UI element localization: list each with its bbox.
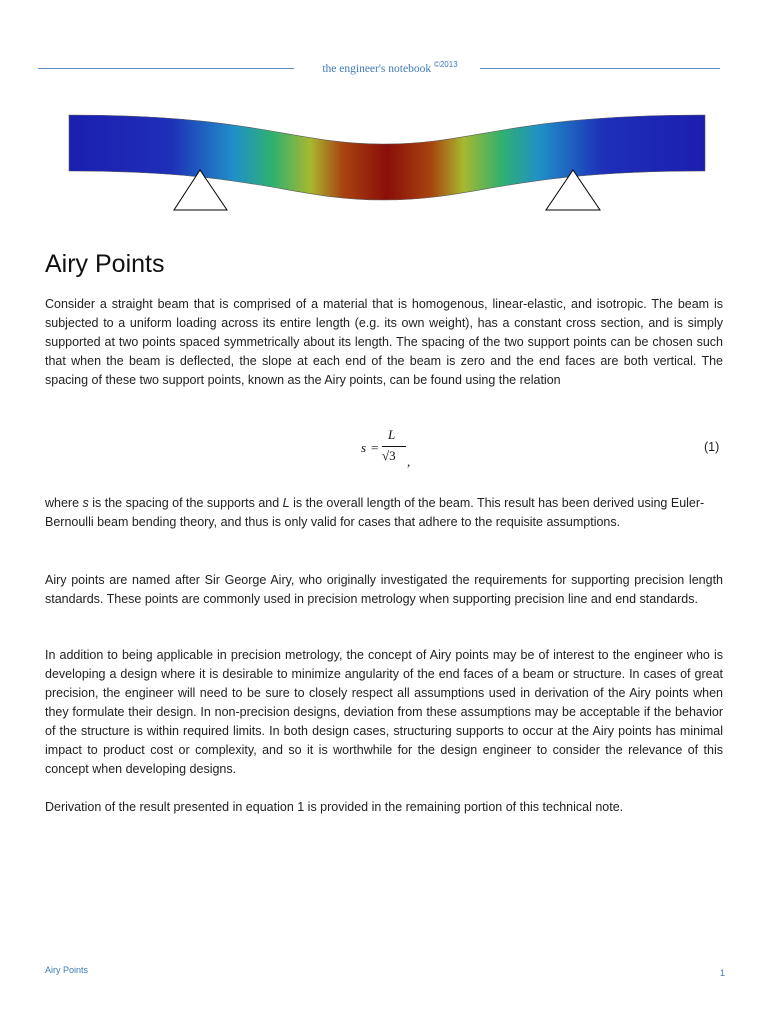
p2-var-L: L — [282, 496, 290, 510]
header-rule-left — [38, 68, 294, 69]
paragraph-1: Consider a straight beam that is comprised of a material that is homogenous, linear-elastic, and isotropic. The beam is subjected to a uniform loading across its entire length (e.g. its own weight), has a constant cross section, and is simply supported at two points spaced symmetrically about its length. The spacing of the two support points can be chosen such that when the beam is deflected, the slope at each end of the beam is zero and the end faces are both vertical. The spacing of these two support points, known as the Airy points, can be found using the relation — [45, 297, 723, 387]
header-title — [300, 60, 480, 75]
paragraph-2 — [45, 494, 723, 532]
paragraph-5: Derivation of the result presented in equation 1 is provided in the remaining portion of this technical note. — [45, 800, 624, 814]
header-rule-right — [480, 68, 720, 69]
equation-number: (1) — [704, 440, 720, 454]
deflected-beam — [69, 115, 705, 200]
equation-fraction-bar — [382, 446, 406, 447]
p2-text-c: is the overall length of the beam. This result has been derived using Euler-Bernoulli beam bending theory, and thus is only valid for cases that adhere to the requisite assumptions. — [45, 496, 705, 529]
equation-comma: , — [407, 454, 411, 469]
p2-text-b: is the spacing of the supports and — [88, 496, 283, 510]
equation-numerator: L — [388, 427, 396, 442]
p2-var-s: s — [82, 496, 89, 510]
footer-page-number: 1 — [720, 968, 726, 978]
equation-airy-spacing — [355, 426, 445, 476]
equation-lhs: s — [361, 440, 367, 455]
p2-text-a: where — [45, 496, 83, 510]
equation-equals: = — [371, 440, 379, 455]
equation-denominator: √3 — [382, 448, 396, 463]
footer-document-title: Airy Points — [45, 965, 89, 975]
header-copyright: ©2013 — [433, 60, 458, 69]
page-title: Airy Points — [45, 250, 165, 278]
beam-deflection-figure — [0, 100, 768, 220]
paragraph-4: In addition to being applicable in precision metrology, the concept of Airy points may be of interest to the engineer who is developing a design where it is desirable to minimize angularity of the end faces of a beam or structure. In cases of great precision, the engineer will need to be sure to closely respect all assumptions used in derivation of the Airy points when they formulate their design. In non-precision designs, deviation from these assumptions may be acceptable if the behavior of the structure is within required limits. In both design cases, structuring supports to occur at the Airy points has minimal impact to product cost or complexity, and so it is worthwhile for the design engineer to consider the relevance of this concept when developing designs. — [45, 648, 723, 776]
paragraph-3: Airy points are named after Sir George Airy, who originally investigated the requirements for supporting precision length standards. These points are commonly used in precision metrology when supporting precision line and end standards. — [45, 573, 723, 606]
header-title-text: the engineer's notebook — [322, 62, 432, 75]
